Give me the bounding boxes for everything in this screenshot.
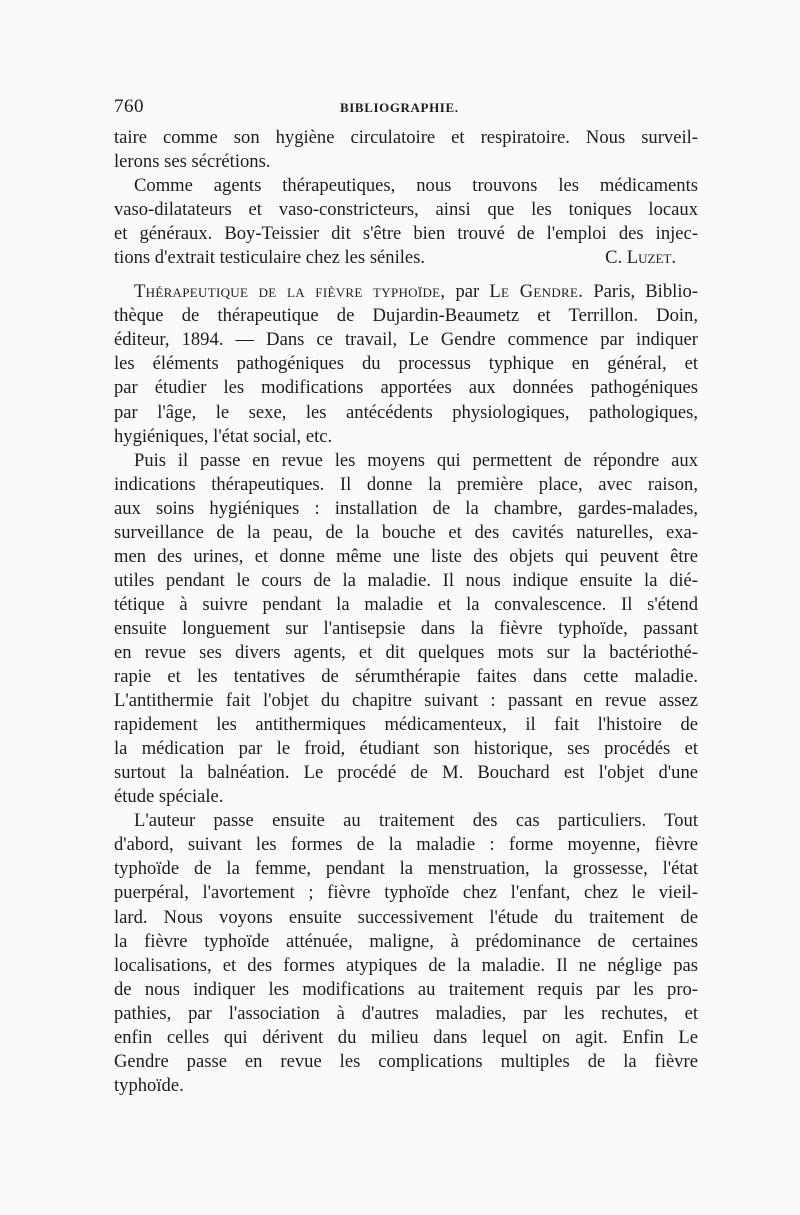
text-line: enfin celles qui dérivent du milieu dans lequel on agit. Enfin Le	[114, 1026, 698, 1048]
text-line: utiles pendant le cours de la maladie. Il nous indique ensuite la dié-	[114, 569, 698, 591]
text-line: hygiéniques, l'état social, etc.	[114, 425, 333, 447]
text-line: lard. Nous voyons ensuite successivement l'étude du traitement de	[114, 906, 698, 928]
text-line: Puis il passe en revue les moyens qui permettent de répondre aux	[134, 449, 698, 471]
title-rest: Paris, Biblio-	[593, 281, 698, 303]
section-gap	[114, 270, 698, 280]
text-line: ensuite longuement sur l'antisepsie dans la fièvre typhoïde, passant	[114, 617, 698, 639]
signed-line	[114, 246, 698, 270]
review-title-line	[114, 280, 698, 304]
text-line: en revue ses divers agents, et dit quelques mots sur la bactériothé-	[114, 641, 698, 663]
review-title: Thérapeutique de la fièvre typhoïde,	[134, 281, 446, 303]
text-line: Gendre passe en revue les complications multiples de la fièvre	[114, 1050, 698, 1072]
text-line: d'abord, suivant les formes de la maladie : forme moyenne, fièvre	[114, 834, 698, 856]
text-line: aux soins hygiéniques : installation de la chambre, gardes-malades,	[114, 497, 698, 519]
text-line: éditeur, 1894. — Dans ce travail, Le Gendre commence par indiquer	[114, 329, 698, 351]
text-line: pathies, par l'association à d'autres maladies, par les rechutes, et	[114, 1002, 698, 1024]
text-line: tions d'extrait testiculaire chez les séniles.	[114, 247, 426, 269]
text-line: les éléments pathogéniques du processus typhique en général, et	[114, 353, 698, 375]
text-line: par étudier les modifications apportées aux données pathogéniques	[114, 377, 698, 399]
text-line: Comme agents thérapeutiques, nous trouvons les médicaments	[134, 175, 698, 197]
text-line: typhoïde.	[114, 1074, 184, 1096]
text-line: taire comme son hygiène circulatoire et respiratoire. Nous surveil-	[114, 127, 698, 148]
text-line: surtout la balnéation. Le procédé de M. Bouchard est l'objet d'une	[114, 762, 698, 784]
title-by: par	[455, 281, 480, 303]
text-line: men des urines, et donne même une liste des objets qui peuvent être	[114, 545, 698, 567]
text-line: et généraux. Boy-Teissier dit s'être bien trouvé de l'emploi des injec-	[114, 223, 698, 245]
text-line: indications thérapeutiques. Il donne la première place, avec raison,	[114, 473, 698, 495]
text-line: localisations, et des formes atypiques de la maladie. Il ne néglige pas	[114, 954, 698, 976]
text-line: tétique à suivre pendant la maladie et la convalescence. Il s'étend	[114, 593, 698, 615]
text-line: puerpéral, l'avortement ; fièvre typhoïde chez l'enfant, chez le vieil-	[114, 882, 698, 904]
text-line: étude spéciale.	[114, 786, 224, 808]
review-author: Le Gendre.	[489, 281, 584, 303]
text-line: rapidement les antithermiques médicamenteux, il fait l'histoire de	[114, 714, 698, 736]
text-line: rapie et les tentatives de sérumthérapie faites dans cette maladie.	[114, 666, 698, 688]
text-line: typhoïde de la femme, pendant la menstruation, la grossesse, l'état	[114, 858, 698, 880]
text-line: L'antithermie fait l'objet du chapitre suivant : passant en revue assez	[114, 690, 698, 712]
body-text	[114, 126, 698, 1098]
running-head: BIBLIOGRAPHIE.	[340, 100, 459, 115]
text-line: la médication par le froid, étudiant son historique, ses procédés et	[114, 738, 698, 760]
page-number: 760	[114, 96, 144, 117]
text-line: thèque de thérapeutique de Dujardin-Beaumetz et Terrillon. Doin,	[114, 305, 698, 327]
text-line: la fièvre typhoïde atténuée, maligne, à prédominance de certaines	[114, 930, 698, 952]
text-line: vaso-dilatateurs et vaso-constricteurs, ainsi que les toniques locaux	[114, 199, 698, 221]
text-line: par l'âge, le sexe, les antécédents physiologiques, pathologiques,	[114, 401, 698, 423]
page-header	[114, 96, 698, 120]
text-line: surveillance de la peau, de la bouche et des cavités naturelles, exa-	[114, 521, 698, 543]
text-line: lerons ses sécrétions.	[114, 151, 271, 173]
text-line: L'auteur passe ensuite au traitement des cas particuliers. Tout	[134, 810, 698, 832]
text-line: de nous indiquer les modifications au traitement requis par les pro-	[114, 978, 698, 1000]
reviewer-signature: C. Luzet.	[605, 247, 676, 269]
